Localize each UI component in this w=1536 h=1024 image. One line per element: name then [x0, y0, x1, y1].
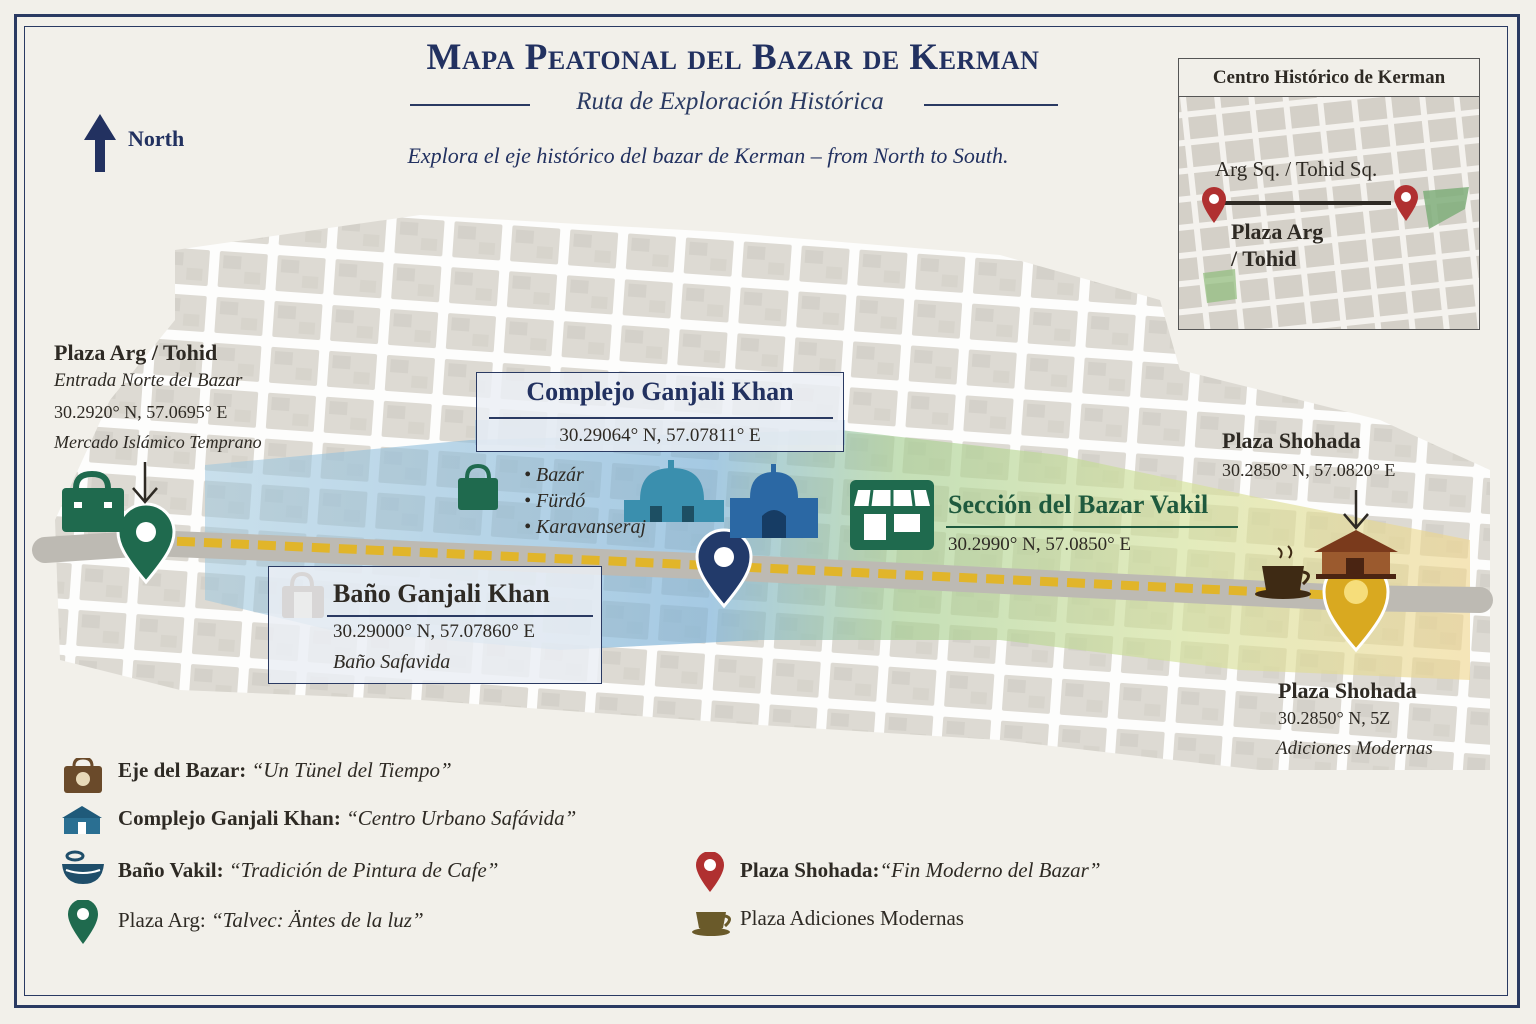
subtitle-rule-left [410, 104, 530, 106]
complex-divider [489, 417, 833, 419]
legend-item: Eje del Bazar: “Un Tünel del Tiempo” [118, 758, 452, 782]
legend-coffee-cup-icon [690, 902, 736, 938]
arg-coords: 30.2920° N, 57.0695° E [54, 402, 228, 422]
legend-item: Plaza Arg: “Talvec: Äntes de la luz” [118, 908, 424, 932]
inset-pin-left-icon[interactable] [1201, 187, 1227, 225]
complex-feature: • Bazár [524, 464, 584, 486]
inset-pin-right-icon[interactable] [1393, 185, 1419, 223]
arg-desc: Entrada Norte del Bazar [54, 370, 243, 391]
inset-title: Centro Histórico de Kerman [1179, 59, 1479, 97]
bath-bowl-icon [60, 850, 106, 886]
vakil-divider [946, 526, 1238, 528]
shohada-bottom-name: Plaza Shohada [1278, 678, 1417, 703]
intro-text: Explora el eje histórico del bazar de Kerman – from North to South. [407, 143, 1009, 168]
red-pin-icon [694, 852, 726, 894]
legend [60, 752, 660, 952]
arg-note: Mercado Islámico Temprano [54, 432, 262, 452]
shohada-top-coords: 30.2850° N, 57.0820° E [1222, 460, 1396, 480]
complex-card [476, 372, 844, 452]
inset-place-line1: Plaza Arg [1231, 219, 1324, 244]
shohada-bottom-note: Adiciones Modernas [1276, 738, 1433, 759]
north-label: North [128, 126, 185, 151]
shohada-top-name: Plaza Shohada [1222, 428, 1361, 453]
bath-coords: 30.29000° N, 57.07860° E [333, 621, 536, 642]
bath-name: Baño Ganjali Khan [333, 579, 550, 608]
inset-map [1178, 58, 1480, 330]
bath-card [268, 566, 602, 684]
bath-divider [327, 615, 593, 617]
vakil-name: Sección del Bazar Vakil [948, 490, 1209, 519]
complex-coords: 30.29064° N, 57.07811° E [559, 425, 761, 446]
shohada-bottom-coords: 30.2850° N, 5Z [1278, 708, 1391, 728]
legend-item: Plaza Adiciones Modernas [740, 906, 964, 930]
complex-name: Complejo Ganjali Khan [526, 377, 794, 406]
subtitle-rule-right [924, 104, 1058, 106]
inset-route-label: Arg Sq. / Tohid Sq. [1215, 157, 1378, 181]
complex-feature: • Karavanseraj [524, 516, 647, 538]
vakil-coords: 30.2990° N, 57.0850° E [948, 534, 1132, 555]
storefront-icon [850, 480, 934, 550]
bath-note: Baño Safavida [333, 651, 451, 673]
legend-item: Baño Vakil: “Tradición de Pintura de Cafe” [118, 858, 499, 882]
legend-item: Plaza Shohada:“Fin Moderno del Bazar” [740, 858, 1101, 882]
arg-name: Plaza Arg / Tohid [54, 340, 218, 365]
green-pin-icon [66, 900, 100, 946]
legend-item: Complejo Ganjali Khan: “Centro Urbano Safávida” [118, 806, 577, 830]
page-title: Mapa Peatonal del Bazar de Kerman [426, 37, 1040, 78]
bazaar-bag-icon [62, 758, 104, 794]
page-subtitle: Ruta de Exploración Histórica [576, 88, 884, 115]
inset-place-line2: / Tohid [1231, 246, 1297, 271]
complex-feature: • Fürdó [524, 490, 586, 512]
north-arrow-icon [84, 114, 116, 172]
building-icon [60, 804, 104, 836]
